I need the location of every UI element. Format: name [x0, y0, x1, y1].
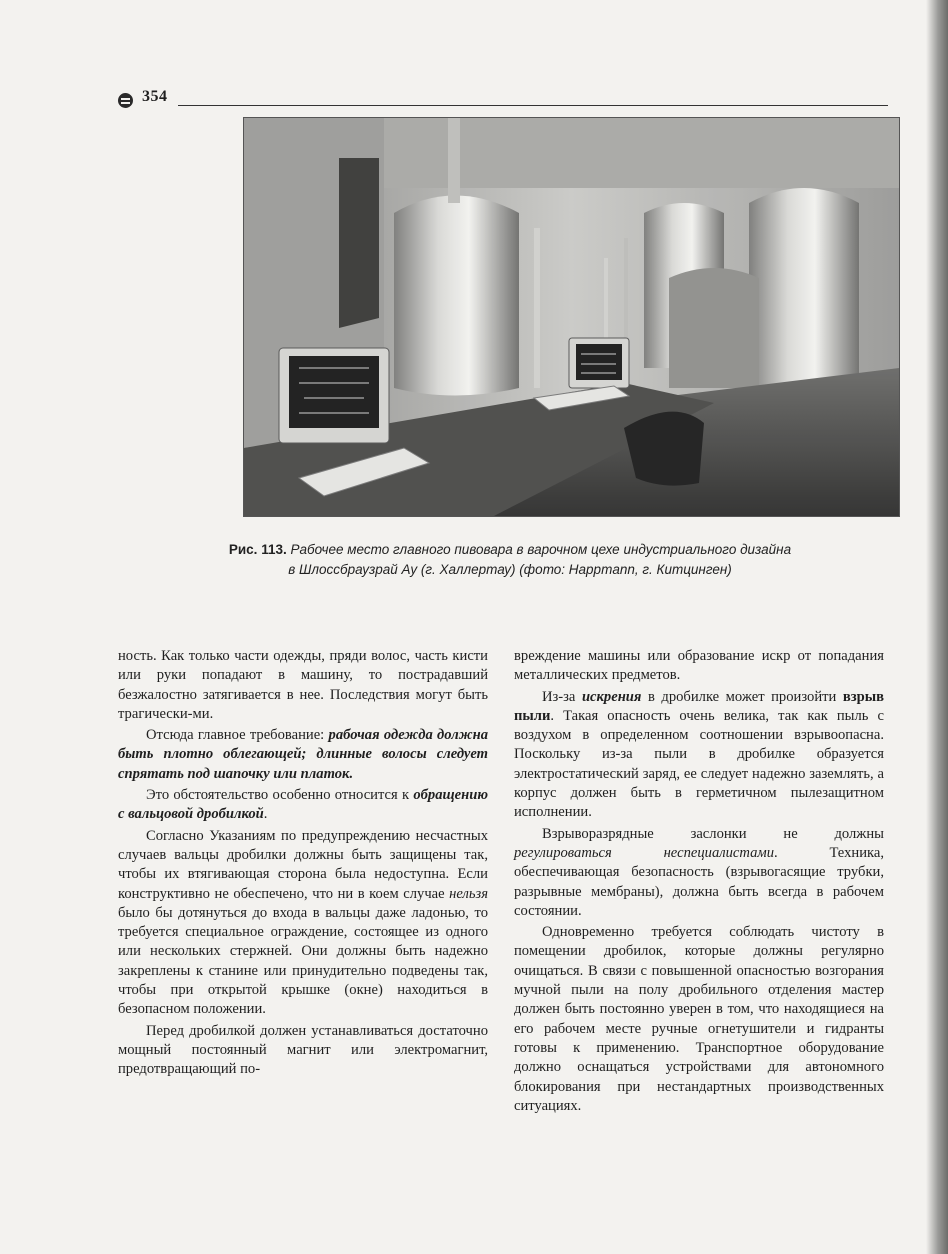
- paragraph-text: . Такая опасность очень велика, так как пыль с воздухом в определенном соотношении взрывоопасна. Поскольку из-за пыли в дробилке образуется электростатический заряд, ее следует надежно заземлять, а корпус должен быть в герметичном пылезащитном исполнении.: [514, 707, 884, 821]
- brewery-photo: [243, 117, 900, 517]
- paragraph-text: Отсюда главное требование:: [146, 727, 329, 744]
- emphasis-text: рабочая одежда должна быть плотно облегающей; длинные волосы следует спрятать под шапочку или платок.: [118, 727, 488, 782]
- paragraph-text: Взрыворазрядные заслонки не должны: [542, 825, 884, 842]
- header-rule: [178, 105, 888, 106]
- page-edge-shadow: [926, 0, 948, 1254]
- caption-line-2: в Шлоссбраузрай Ау (г. Халлертау) (фото: Happmann, г. Китцинген): [288, 562, 732, 577]
- paragraph-text: .: [263, 806, 268, 823]
- paragraph: вреждение машины или образование искр от попадания металлических предметов.: [514, 648, 884, 684]
- paragraph: [118, 786, 488, 825]
- paragraph-text: . Техника, обеспечивающая безопасность (взрывогасящие трубки, разрывные мембраны), должна быть всегда в рабочем состоянии.: [514, 844, 884, 919]
- italic-text: регулироваться неспециалистами: [514, 844, 774, 861]
- paragraph-text: в дробилке может произойти: [641, 688, 843, 705]
- right-column: [514, 647, 884, 1116]
- paragraph-text: Из-за: [542, 688, 582, 705]
- emphasis-text: обращению с вальцовой дробилкой: [118, 787, 488, 823]
- paragraph: [118, 827, 488, 1020]
- bold-text: взрыв пыли: [514, 688, 884, 724]
- italic-text: нельзя: [449, 885, 488, 902]
- paragraph: Одновременно требуется соблюдать чистоту в помещении дробилок, которые должны регулярно очищаться. В связи с повышенной опасностью возгорания мучной пыли на полу дробильного отделения мастер должен быть постоянно уверен в том, что находящиеся на его рабочем месте ручные огнетушители и гидранты готовы к применению. Транспортное оборудование должно оснащаться устройствами для автономного блокирования при нестандартных производственных ситуациях.: [514, 924, 884, 1114]
- paragraph: [514, 825, 884, 921]
- paragraph-text: было бы дотянуться до входа в вальцы даже ладонью, то требуется специальное ограждение, состоящее из одного или нескольких стержней. Они должны быть надежно закреплены к станине или принудительно подведены так, чтобы при открытой крышке (окне) находиться в безопасном положении.: [118, 904, 488, 1018]
- paragraph-text: Это обстоятельство особенно относится к: [146, 787, 414, 804]
- caption-line-1: Рабочее место главного пивовара в варочном цехе индустриального дизайна: [290, 542, 792, 557]
- paragraph: Перед дробилкой должен устанавливаться достаточно мощный постоянный магнит или электромагнит, предотвращающий по-: [118, 1022, 488, 1078]
- figure-caption: [150, 540, 870, 580]
- left-column: [118, 647, 488, 1080]
- emphasis-text: искрения: [581, 688, 642, 705]
- paragraph: [514, 688, 884, 823]
- paragraph: ность. Как только части одежды, пряди волос, часть кисти или руки попадают в машину, то пострадавший безжалостно затягивается в нее. Последствия могут быть трагически-ми.: [118, 648, 488, 722]
- figure-label: Рис. 113.: [228, 542, 287, 557]
- chapter-bullet-icon: [118, 93, 133, 108]
- paragraph-text: Согласно Указаниям по предупреждению несчастных случаев вальцы дробилки должны быть защищены так, чтобы их втягивающая сторона была недоступна. Если конструктивно не обеспечено, что ни в коем случае: [118, 827, 488, 902]
- paragraph: [118, 726, 488, 784]
- page-header: [118, 88, 888, 110]
- page-number: 354: [142, 88, 168, 105]
